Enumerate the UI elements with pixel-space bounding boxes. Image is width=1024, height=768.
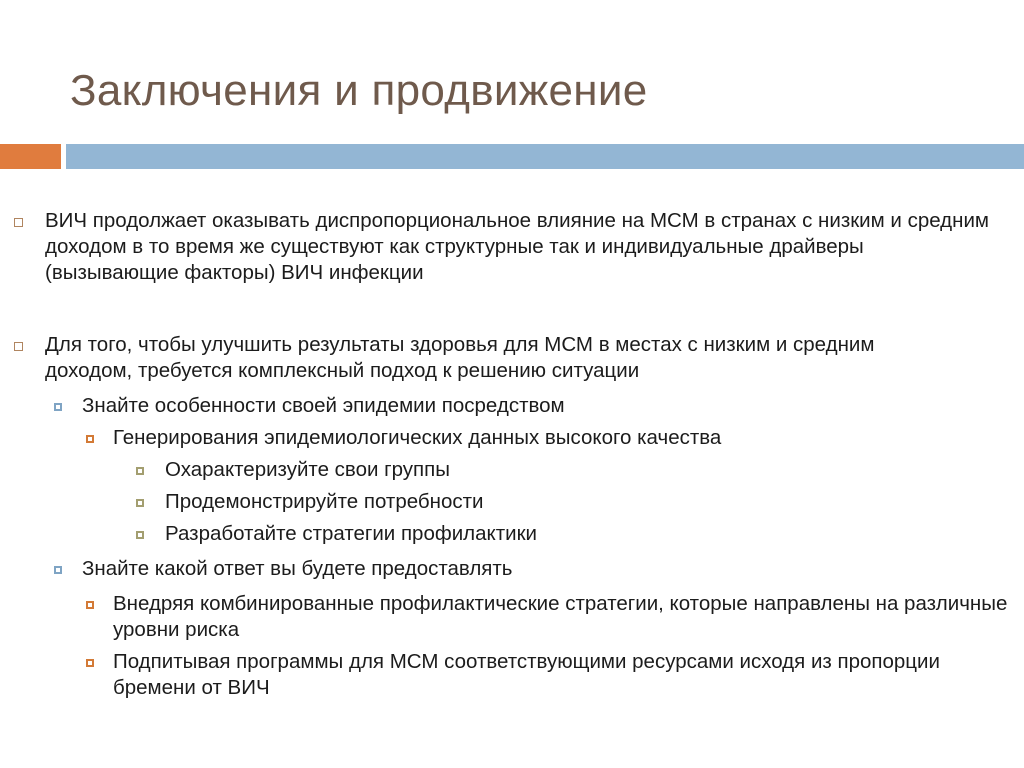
accent-bar-orange bbox=[0, 144, 61, 169]
olive-square-icon bbox=[136, 531, 144, 539]
bullet-text: Генерирования эпидемиологических данных высокого качества bbox=[113, 426, 722, 449]
bullet-characterize-groups bbox=[136, 457, 1004, 483]
hollow-square-icon bbox=[14, 342, 23, 351]
bullet-develop-strategies bbox=[136, 521, 1004, 547]
olive-square-icon bbox=[136, 467, 144, 475]
bullet-combined-prevention bbox=[86, 591, 1016, 643]
slide-title: Заключения и продвижение bbox=[70, 66, 648, 115]
bullet-text: Охарактеризуйте свои группы bbox=[165, 458, 450, 481]
blue-square-icon bbox=[54, 403, 62, 411]
bullet-know-response bbox=[54, 556, 1004, 582]
bullet-text: Продемонстрируйте потребности bbox=[165, 490, 484, 513]
bullet-text: Знайте какой ответ вы будете предоставлять bbox=[82, 557, 513, 580]
bullet-demonstrate-needs bbox=[136, 489, 1004, 515]
blue-square-icon bbox=[54, 566, 62, 574]
bullet-fund-programs bbox=[86, 649, 1016, 701]
hollow-square-icon bbox=[14, 218, 23, 227]
accent-bar-blue bbox=[66, 144, 1024, 169]
bullet-text: Разработайте стратегии профилактики bbox=[165, 522, 537, 545]
bullet-text: Для того, чтобы улучшить результаты здоровья для МСМ в местах с низким и средним доходом, требуется комплексный подход к решению ситуации bbox=[45, 333, 875, 382]
bullet-hiv-impact bbox=[14, 208, 1004, 286]
bullet-text: Знайте особенности своей эпидемии посредством bbox=[82, 394, 565, 417]
bullet-text: ВИЧ продолжает оказывать диспропорциональное влияние на МСМ в странах с низким и средним доходом в то время же существуют как структурные так и индивидуальные драйверы (вызывающие факторы) ВИЧ инфекции bbox=[45, 209, 990, 284]
olive-square-icon bbox=[136, 499, 144, 507]
orange-square-icon bbox=[86, 601, 94, 609]
bullet-generate-data bbox=[86, 425, 1004, 451]
orange-square-icon bbox=[86, 659, 94, 667]
bullet-text: Внедряя комбинированные профилактические стратегии, которые направлены на различные уровни риска bbox=[113, 592, 1008, 641]
bullet-text: Подпитывая программы для МСМ соответствующими ресурсами исходя из пропорции бремени от ВИЧ bbox=[113, 650, 940, 699]
bullet-comprehensive-approach bbox=[14, 332, 1004, 384]
bullet-know-epidemic bbox=[54, 393, 1004, 419]
orange-square-icon bbox=[86, 435, 94, 443]
